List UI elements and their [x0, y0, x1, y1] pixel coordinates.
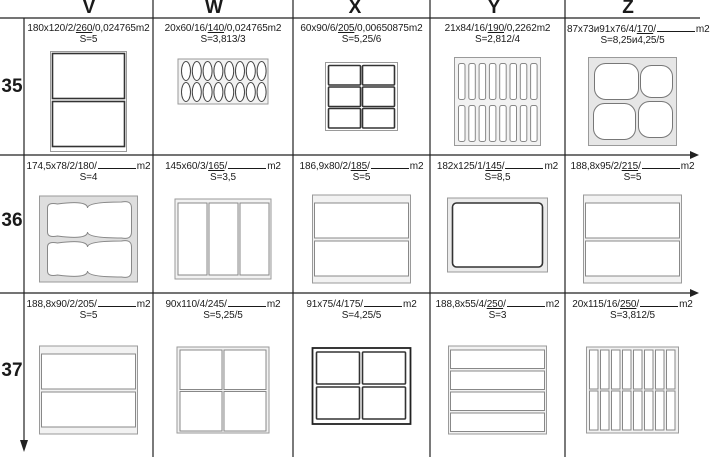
label-shape: [451, 413, 545, 432]
spec-dimensions: 180x120/2/: [27, 23, 76, 34]
label-shape: [634, 391, 643, 430]
label-sheet: [455, 58, 541, 146]
oval-label: [203, 62, 212, 81]
spec-area: m2: [409, 161, 424, 172]
cell-spec-z35: 87x73и91x76/4/170/ m2 S=8,25и4,25/5: [567, 24, 710, 46]
cell-spec-x37: [295, 298, 428, 321]
oval-label: [192, 83, 201, 102]
label-shape: [224, 392, 266, 432]
label-shape: [42, 354, 136, 389]
oval-label: [192, 62, 201, 81]
blank-fill-line: [98, 298, 136, 307]
spec-area: m2: [695, 24, 710, 35]
blank-fill-line: [657, 23, 695, 32]
oval-label: [225, 83, 234, 102]
label-shape: [459, 64, 466, 100]
label-sheet-y36: [448, 198, 548, 272]
label-shape: [612, 391, 621, 430]
label-shape: [469, 64, 476, 100]
blank-fill-line: [640, 298, 678, 307]
spec-underlined-value: 215: [621, 161, 639, 172]
spec-s-value: S=5: [352, 172, 371, 183]
label-shape: [590, 391, 599, 430]
label-shape: [451, 350, 545, 369]
label-sheet-z36: [584, 195, 682, 283]
label-sheet-w35: [178, 59, 268, 104]
spec-s-value: S=2,812/4: [475, 34, 520, 45]
label-shape: [363, 87, 395, 107]
spec-dimensions: 145x60/3/: [165, 161, 209, 172]
label-shape: [500, 106, 507, 142]
label-shape: [180, 392, 222, 432]
row-header-36: 36: [1, 210, 23, 231]
label-shape: [317, 352, 360, 384]
spec-s-value: S=5,25/6: [341, 34, 382, 45]
spec-underlined-value: 250: [486, 299, 504, 310]
label-shape: [586, 203, 680, 238]
label-shape: [634, 350, 643, 389]
oval-label: [214, 83, 223, 102]
label-shape: [612, 350, 621, 389]
spec-underlined-value: 165: [208, 161, 225, 172]
spec-s-value: S=8,25и4,25/5: [600, 35, 665, 46]
label-sheet-x35: [326, 63, 398, 131]
oval-label: [225, 62, 234, 81]
ornate-label: [48, 202, 132, 239]
spec-area: m2: [544, 161, 559, 172]
label-sheet-y37: [449, 346, 547, 434]
blob-label: [594, 104, 636, 140]
spec-s-value: S=5: [79, 310, 98, 321]
label-shape: [520, 106, 527, 142]
label-shape: [586, 241, 680, 276]
label-shape: [363, 352, 406, 384]
label-shape: [317, 387, 360, 419]
row-header-37: 37: [1, 360, 23, 381]
spec-area: m2: [266, 299, 281, 310]
column-header-y: Y: [487, 0, 501, 18]
spec-area: /0,024765m2: [92, 23, 150, 34]
label-shape: [329, 66, 361, 86]
blank-fill-line: [507, 298, 545, 307]
spec-s-value: S=5: [623, 172, 642, 183]
spec-dimensions: 21x84/16/: [444, 23, 488, 34]
spec-s-value: S=5,25/5: [203, 310, 243, 321]
spec-dimensions: 20x60/16/: [164, 23, 208, 34]
label-shape: [53, 102, 125, 147]
label-shape: [329, 109, 361, 129]
right-arrow-icon: [690, 151, 699, 159]
spec-dimensions: 186,9x80/2/: [299, 161, 351, 172]
label-sheet-v35: [51, 52, 127, 152]
label-sheet-w37: [177, 347, 269, 433]
right-arrow-icon: [690, 289, 699, 297]
label-shape: [180, 350, 222, 390]
blank-fill-line: [228, 298, 266, 307]
spec-dimensions: 87x73и91x76/4/: [567, 24, 637, 35]
label-shape: [329, 87, 361, 107]
label-shape: [667, 391, 676, 430]
label-shape: [363, 387, 406, 419]
label-shape: [531, 64, 538, 100]
label-shape: [479, 64, 486, 100]
label-shape: [53, 54, 125, 99]
label-shape: [451, 371, 545, 390]
cell-spec-z36: 188,8x95/2/215/ m2 S=5: [567, 160, 698, 183]
blank-fill-line: [505, 160, 543, 169]
blank-fill-line: [642, 160, 680, 169]
label-shape: [645, 350, 654, 389]
spec-dimensions: 188,8x55/4/: [435, 299, 487, 310]
oval-label: [236, 83, 245, 102]
cell-spec-x36: 186,9x80/2/185/ m2 S=5: [295, 160, 428, 183]
label-shape: [590, 350, 599, 389]
spec-s-value: S=4,25/5: [341, 310, 382, 321]
label-shape: [451, 392, 545, 411]
oval-label: [246, 83, 255, 102]
label-shape: [479, 106, 486, 142]
spec-area: m2: [679, 299, 693, 310]
label-sheet-y35: [455, 58, 541, 146]
label-shape: [489, 64, 496, 100]
label-shape: [363, 66, 395, 86]
spec-s-value: S=8,5: [484, 172, 511, 183]
spec-underlined-value: 170: [636, 24, 654, 35]
cell-spec-w35: [155, 23, 291, 45]
spec-underlined-value: 145: [485, 161, 502, 172]
spec-dimensions: 182x125/1/: [436, 161, 486, 172]
oval-label: [182, 62, 191, 81]
spec-s-value: S=3,812/5: [610, 310, 655, 321]
oval-label: [203, 83, 212, 102]
label-shape: [601, 350, 610, 389]
label-shape: [315, 241, 409, 276]
cell-spec-y36: 182x125/1/145/ m2 S=8,5: [432, 160, 563, 183]
label-shape: [510, 106, 517, 142]
blob-label: [595, 64, 639, 100]
spec-area: /0,024765m2: [224, 23, 282, 34]
column-header-x: X: [348, 0, 362, 18]
oval-label: [257, 62, 266, 81]
cell-spec-z37: 20x115/16/250/ m2 S=3,812/5: [567, 298, 698, 321]
oval-label: [257, 83, 266, 102]
cell-spec-y35: [432, 23, 563, 45]
label-sheet-v36: [40, 196, 138, 282]
spec-dimensions: 188,8x90/2/205/: [26, 299, 97, 310]
label-shape: [667, 350, 676, 389]
label-shape: [315, 203, 409, 238]
spec-area: m2: [680, 161, 695, 172]
label-shape: [623, 391, 632, 430]
cell-spec-v36: [26, 160, 151, 183]
spec-underlined-value: 140: [207, 23, 225, 34]
spec-underlined-value: 185: [350, 161, 368, 172]
column-header-v: V: [82, 0, 96, 18]
label-shape: [178, 203, 207, 275]
label-shape: [520, 64, 527, 100]
label-shape: [459, 106, 466, 142]
spec-dimensions: 60x90/6/: [300, 23, 338, 34]
oval-label: [214, 62, 223, 81]
spec-underlined-value: 250: [619, 299, 637, 310]
label-shape: [510, 64, 517, 100]
label-sheet-x37: [313, 348, 411, 424]
cell-spec-v35: [26, 23, 151, 45]
spec-area: m2: [136, 299, 151, 310]
ornate-label: [48, 241, 132, 278]
label-shape: [601, 391, 610, 430]
spec-s-value: S=3: [488, 310, 507, 321]
spec-dimensions: 91x75/4/175/: [306, 299, 363, 310]
label-sheet-z35: [589, 58, 677, 146]
spec-dimensions: 20x115/16/: [572, 299, 620, 310]
spec-area: m2: [402, 299, 417, 310]
label-shape: [363, 109, 395, 129]
cell-spec-v37: [26, 298, 151, 321]
label-sheet-x36: [313, 195, 411, 283]
label-shape: [623, 350, 632, 389]
label-shape: [531, 106, 538, 142]
spec-dimensions: 174,5x78/2/180/: [26, 161, 97, 172]
oval-label: [246, 62, 255, 81]
blob-label: [639, 102, 673, 138]
spec-s-value: S=5: [79, 34, 98, 45]
spec-area: /0,2262m2: [504, 23, 551, 34]
label-shape: [645, 391, 654, 430]
spec-underlined-value: 190: [487, 23, 505, 34]
spec-area: m2: [267, 161, 281, 172]
label-shape: [209, 203, 238, 275]
blank-fill-line: [228, 160, 266, 169]
spec-underlined-value: 205: [337, 23, 355, 34]
spec-dimensions: 188,8x95/2/: [570, 161, 622, 172]
down-arrow-icon: [20, 440, 28, 452]
label-sheet-z37: [587, 347, 679, 433]
spec-s-value: S=4: [79, 172, 98, 183]
blank-fill-line: [364, 298, 402, 307]
oval-label: [236, 62, 245, 81]
row-header-35: 35: [1, 76, 23, 97]
blank-fill-line: [371, 160, 409, 169]
spec-area: /0,00650875m2: [354, 23, 423, 34]
label-shape: [500, 64, 507, 100]
cell-spec-w37: [155, 298, 291, 321]
label-shape: [453, 203, 543, 267]
label-shape: [489, 106, 496, 142]
blob-label: [641, 66, 673, 98]
label-sheet-w36: [175, 199, 271, 279]
cell-spec-y37: 188,8x55/4/250/ m2 S=3: [432, 298, 563, 321]
blank-fill-line: [98, 160, 136, 169]
label-shape: [224, 350, 266, 390]
label-shape: [42, 392, 136, 427]
spec-area: m2: [136, 161, 151, 172]
cell-spec-w36: 145x60/3/165/ m2 S=3,5: [155, 160, 291, 183]
spec-area: m2: [545, 299, 560, 310]
column-header-z: Z: [622, 0, 634, 18]
spec-underlined-value: 260: [75, 23, 93, 34]
oval-label: [182, 83, 191, 102]
label-sheet-v37: [40, 346, 138, 434]
spec-s-value: S=3,813/3: [200, 34, 246, 45]
label-shape: [469, 106, 476, 142]
label-shape: [656, 391, 665, 430]
spec-s-value: S=3,5: [210, 172, 236, 183]
column-header-w: W: [205, 0, 223, 18]
label-shape: [656, 350, 665, 389]
spec-dimensions: 90x110/4/245/: [165, 299, 227, 310]
label-shape: [240, 203, 269, 275]
cell-spec-x35: [295, 23, 428, 45]
